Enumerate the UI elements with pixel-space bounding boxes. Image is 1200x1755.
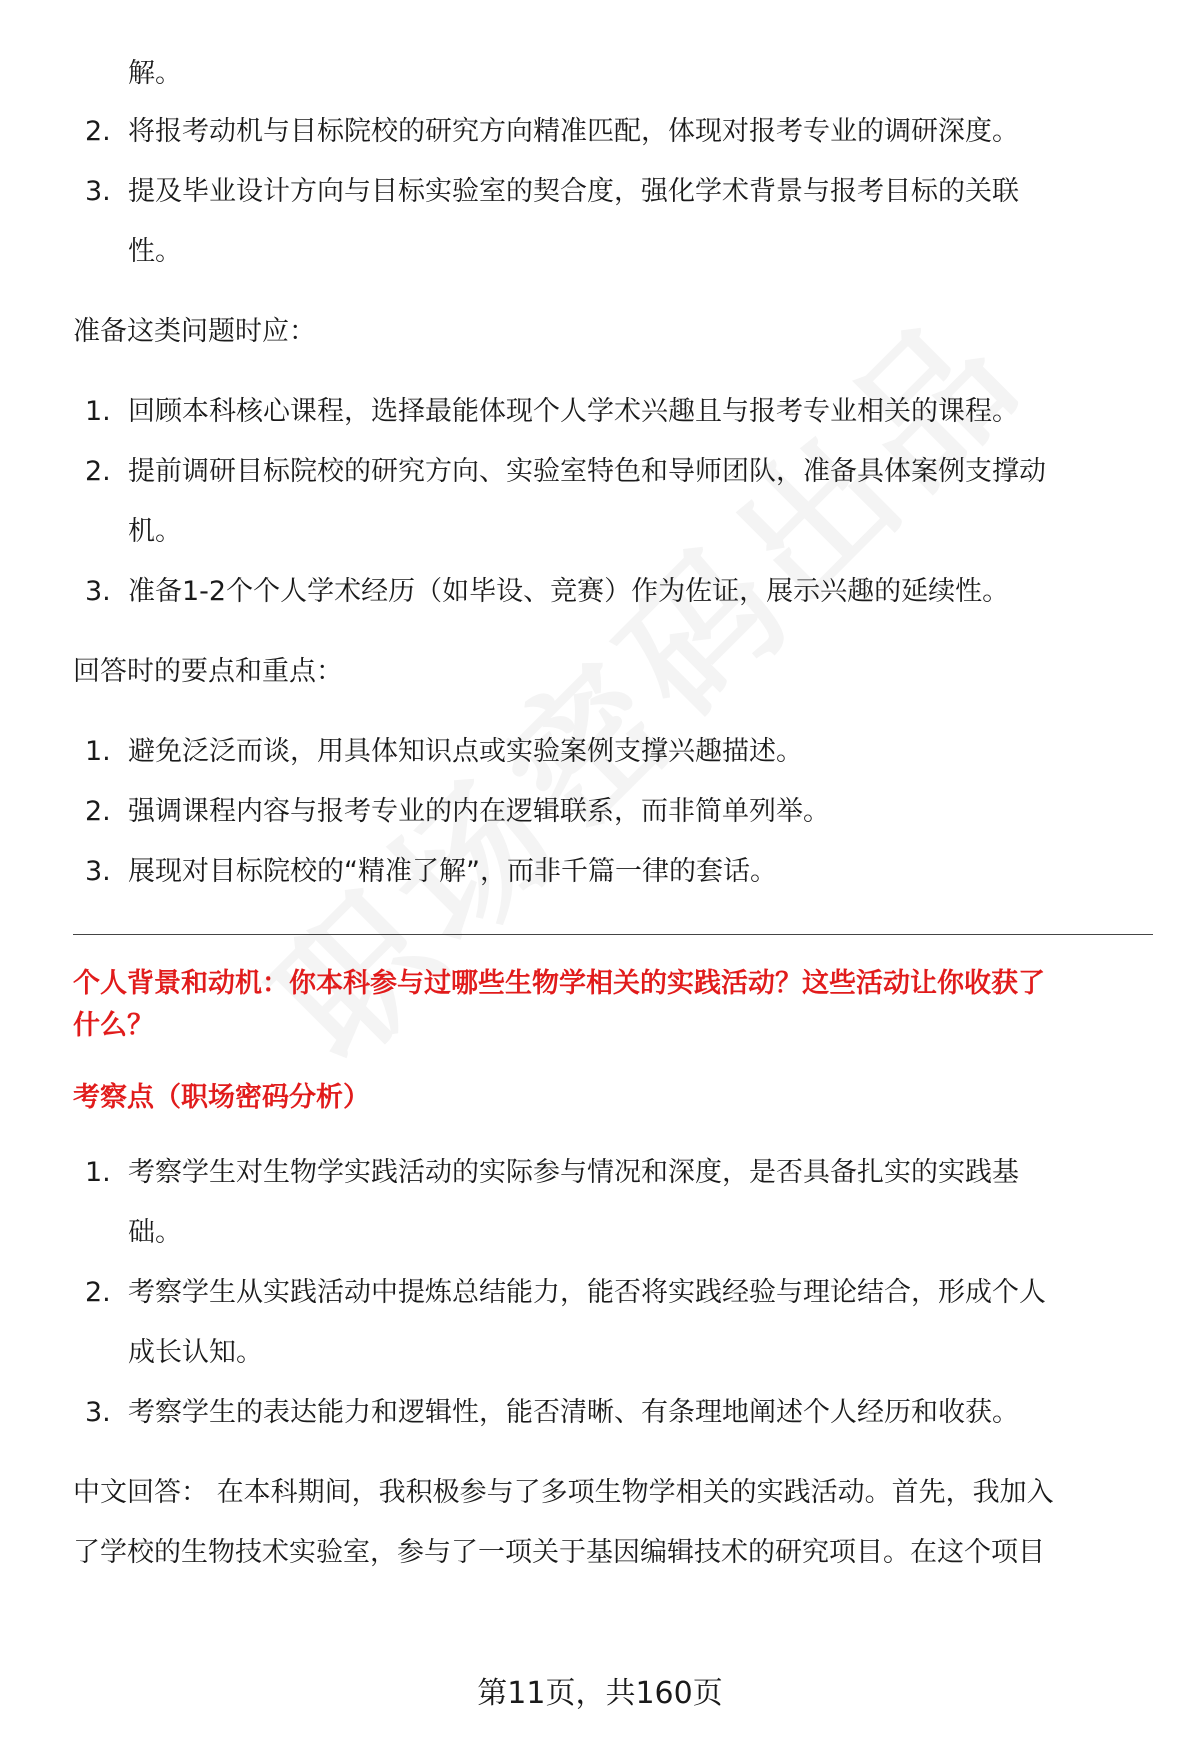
list-item-continuation: 性。 (128, 236, 182, 267)
list-item: 3. 提及毕业设计方向与目标实验室的契合度，强化学术背景与报考目标的关联 (85, 176, 1019, 207)
list-prep-cont (73, 562, 1153, 622)
list-answer (73, 722, 1153, 902)
list-item-continuation: 础。 (128, 1217, 182, 1248)
list-exam-2 (73, 1263, 1153, 1323)
chinese-answer-line2: 了学校的生物技术实验室，参与了一项关于基因编辑技术的研究项目。在这个项目 (73, 1537, 1045, 1568)
list-item-continuation: 解。 (128, 58, 182, 89)
question-heading-line1: 个人背景和动机：你本科参与过哪些生物学相关的实践活动？这些活动让你收获了 (73, 968, 1045, 999)
list-item: 2. 考察学生从实践活动中提炼总结能力，能否将实践经验与理论结合，形成个人 (85, 1277, 1046, 1308)
list-item: 3. 准备1-2个个人学术经历（如毕设、竞赛）作为佐证，展示兴趣的延续性。 (85, 576, 1010, 607)
list-item: 1. 避免泛泛而谈，用具体知识点或实验案例支撑兴趣描述。 (85, 736, 803, 767)
list-item: 1. 考察学生对生物学实践活动的实际参与情况和深度，是否具备扎实的实践基 (85, 1157, 1019, 1188)
list-item: 1. 回顾本科核心课程，选择最能体现个人学术兴趣且与报考专业相关的课程。 (85, 396, 1019, 427)
list-exam-3 (73, 1383, 1153, 1443)
list-item: 2. 强调课程内容与报考专业的内在逻辑联系，而非简单列举。 (85, 796, 830, 827)
list-item: 2. 将报考动机与目标院校的研究方向精准匹配，体现对报考专业的调研深度。 (85, 116, 1019, 147)
list-a (73, 102, 1153, 222)
page-number-footer: 第11页，共160页 (477, 1676, 723, 1711)
list-item: 3. 展现对目标院校的“精准了解”，而非千篇一律的套话。 (85, 856, 777, 887)
section-divider (73, 934, 1153, 935)
list-item: 3. 考察学生的表达能力和逻辑性，能否清晰、有条理地阐述个人经历和收获。 (85, 1397, 1019, 1428)
chinese-answer-line1: 中文回答： 在本科期间，我积极参与了多项生物学相关的实践活动。首先，我加入 (73, 1477, 1054, 1508)
list-item-continuation: 成长认知。 (128, 1337, 263, 1368)
list-exam (73, 1143, 1153, 1203)
exam-point-heading: 考察点（职场密码分析） (73, 1082, 370, 1113)
page-content (73, 0, 1153, 1583)
section-heading-prep: 准备这类问题时应： (73, 316, 316, 347)
list-item: 2. 提前调研目标院校的研究方向、实验室特色和导师团队，准备具体案例支撑动 (85, 456, 1046, 487)
question-heading-line2: 什么？ (73, 1010, 154, 1041)
section-heading-answer: 回答时的要点和重点： (73, 656, 343, 687)
list-prep (73, 382, 1153, 502)
list-item-continuation: 机。 (128, 516, 182, 547)
